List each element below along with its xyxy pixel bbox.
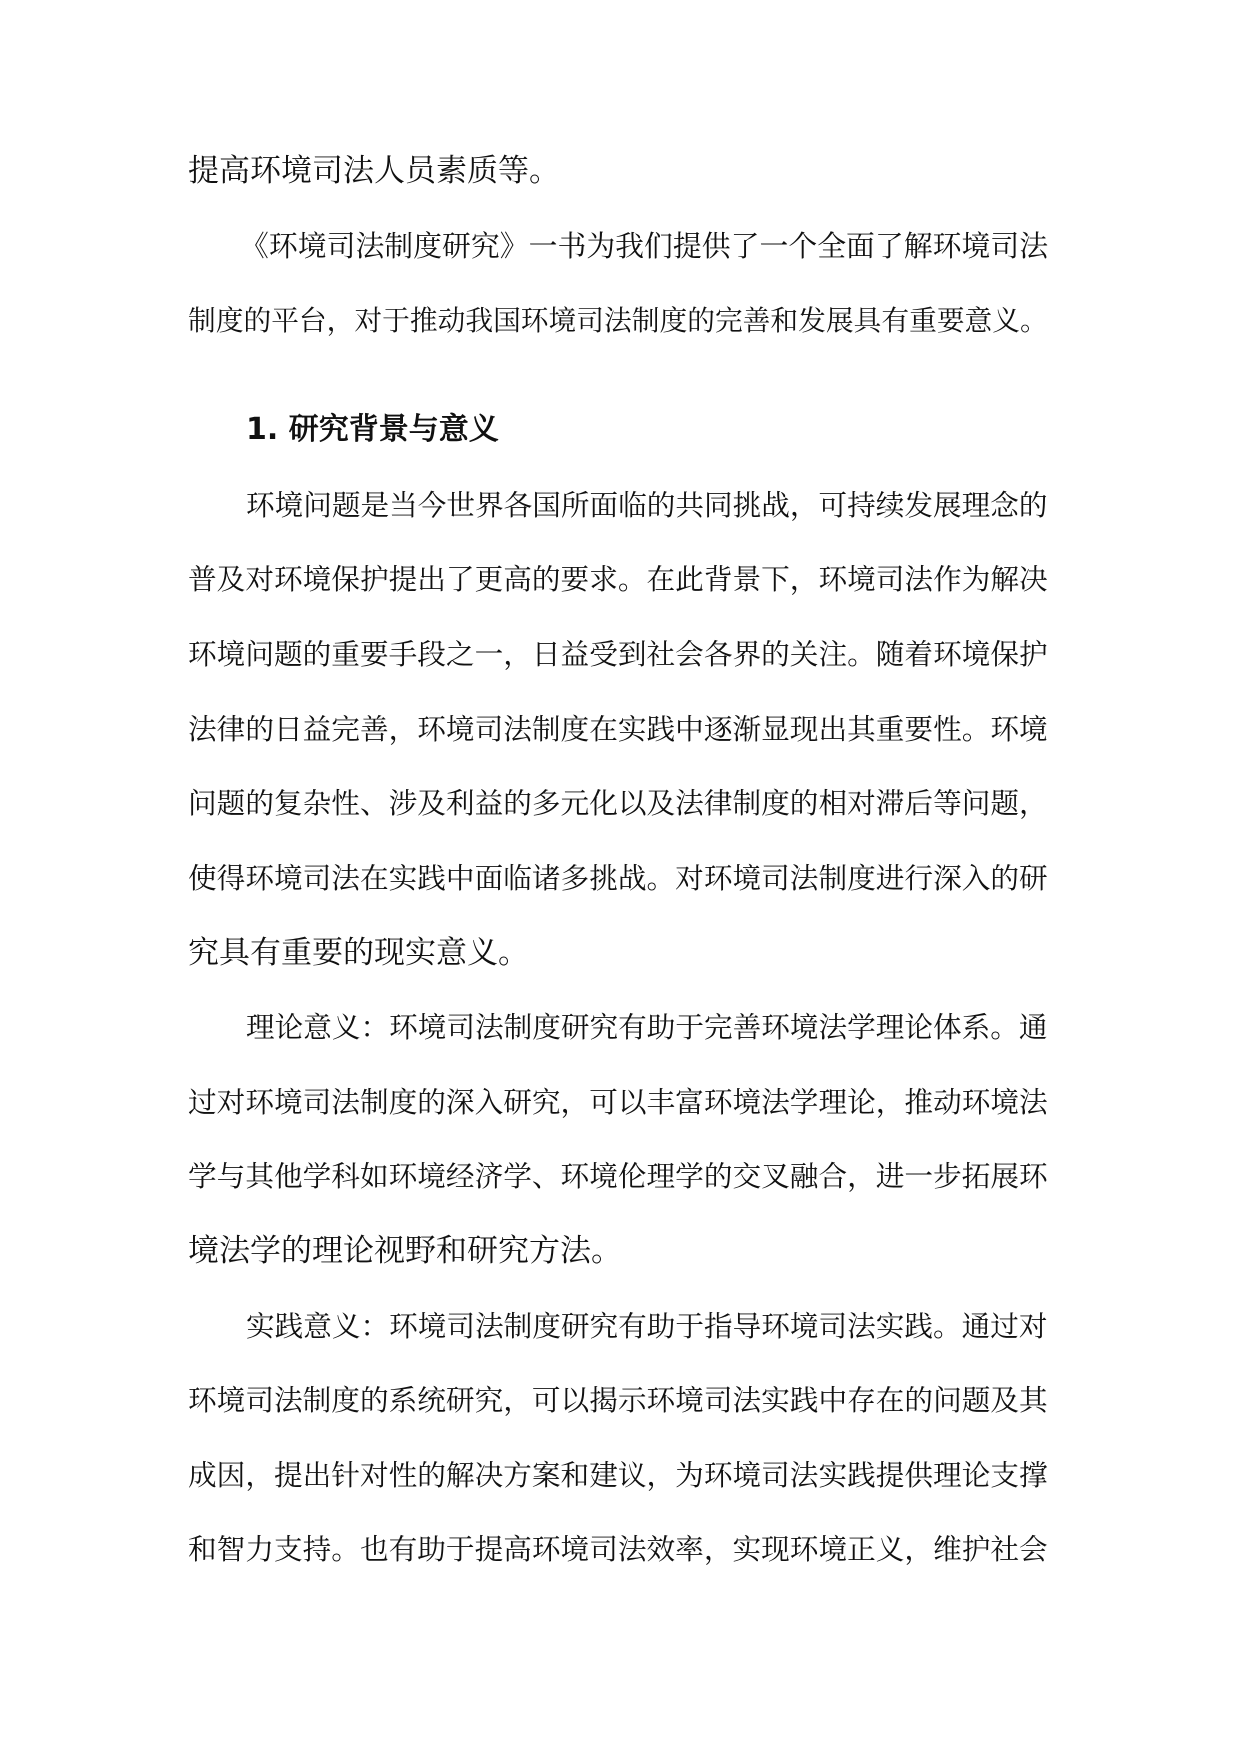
- text-line: 环境司法制度的系统研究，可以揭示环境司法实践中存在的问题及其: [188, 1383, 1048, 1417]
- paragraph-line: [0, 1301, 1241, 1351]
- text-line: 究具有重要的现实意义。: [188, 935, 529, 971]
- paragraph-line: [0, 928, 1241, 978]
- paragraph-line: [0, 146, 1241, 196]
- paragraph-line: [0, 1375, 1241, 1425]
- paragraph-line: [0, 296, 1241, 346]
- paragraph-line: [0, 554, 1241, 604]
- paragraph-line: [0, 629, 1241, 679]
- paragraph-line: [0, 1002, 1241, 1052]
- text-line: 学与其他学科如环境经济学、环境伦理学的交叉融合，进一步拓展环: [188, 1159, 1048, 1193]
- paragraph-line: [0, 480, 1241, 530]
- paragraph-line: [0, 704, 1241, 754]
- section-heading-text: 1. 研究背景与意义: [246, 412, 499, 447]
- text-line: 使得环境司法在实践中面临诸多挑战。对环境司法制度进行深入的研: [188, 861, 1048, 895]
- text-line: 过对环境司法制度的深入研究，可以丰富环境法学理论，推动环境法: [188, 1085, 1048, 1119]
- paragraph-line: [0, 778, 1241, 828]
- text-line: 实践意义：环境司法制度研究有助于指导环境司法实践。通过对: [246, 1309, 1048, 1343]
- text-line: 法律的日益完善，环境司法制度在实践中逐渐显现出其重要性。环境: [188, 712, 1048, 746]
- section-heading: [0, 405, 1241, 455]
- text-line: 境法学的理论视野和研究方法。: [188, 1233, 622, 1269]
- text-line: 环境问题是当今世界各国所面临的共同挑战，可持续发展理念的: [246, 488, 1048, 522]
- paragraph-line: [0, 1077, 1241, 1127]
- text-line: 问题的复杂性、涉及利益的多元化以及法律制度的相对滞后等问题，: [188, 786, 1048, 820]
- paragraph-line: [0, 1151, 1241, 1201]
- text-line: 和智力支持。也有助于提高环境司法效率，实现环境正义，维护社会: [188, 1532, 1048, 1566]
- text-line: 环境问题的重要手段之一，日益受到社会各界的关注。随着环境保护: [188, 637, 1048, 671]
- paragraph-line: [0, 1450, 1241, 1500]
- paragraph-line: [0, 1226, 1241, 1276]
- text-line: 提高环境司法人员素质等。: [188, 153, 560, 189]
- text-line: 成因，提出针对性的解决方案和建议，为环境司法实践提供理论支撑: [188, 1458, 1048, 1492]
- text-line: 普及对环境保护提出了更高的要求。在此背景下，环境司法作为解决: [188, 562, 1048, 596]
- text-line: 制度的平台，对于推动我国环境司法制度的完善和发展具有重要意义。: [188, 304, 1048, 337]
- paragraph-line: [0, 221, 1241, 271]
- paragraph-line: [0, 1524, 1241, 1574]
- text-line: 《环境司法制度研究》一书为我们提供了一个全面了解环境司法: [240, 229, 1049, 263]
- paragraph-line: [0, 853, 1241, 903]
- text-line: 理论意义：环境司法制度研究有助于完善环境法学理论体系。通: [246, 1010, 1048, 1044]
